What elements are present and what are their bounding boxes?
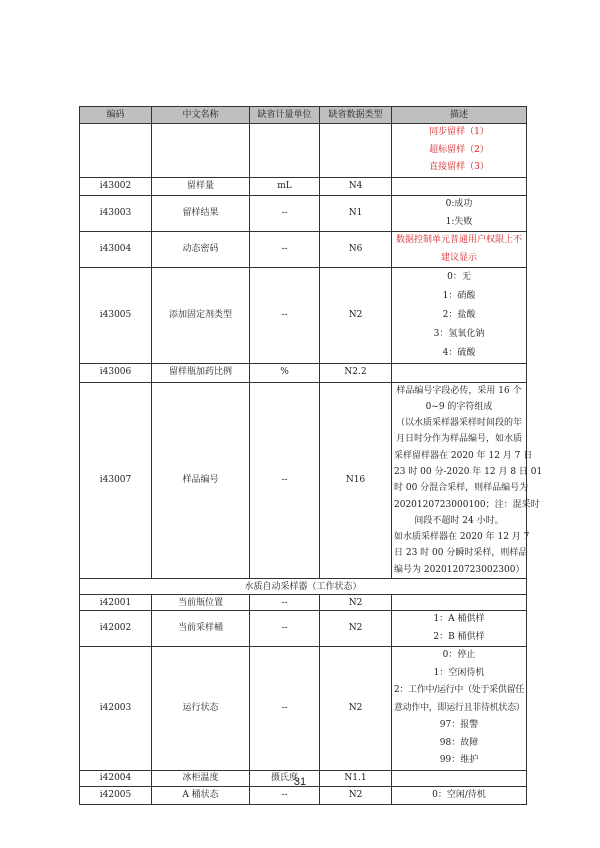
- cell-name: 运行状态: [152, 647, 250, 771]
- desc-line: 建议显示: [440, 252, 477, 263]
- desc-line: 1：硝酸: [442, 291, 476, 301]
- desc-line: 1：A 桶供样: [433, 614, 485, 625]
- desc-line: 采样留样器在 2020 年 12 月 7 日: [394, 450, 533, 461]
- desc-line: 23 时 00 分-2020 年 12 月 8 日 01: [394, 466, 543, 477]
- cell-name: [152, 124, 250, 178]
- cell-type: [320, 124, 392, 178]
- desc-line: 3：氢氧化钠: [433, 329, 485, 339]
- desc-line: 月日时分作为样品编号，如水质: [395, 434, 522, 445]
- cell-name: 当前采样桶: [152, 611, 250, 647]
- desc-line: 时 00 分混合采样，则样品编号为: [394, 483, 529, 494]
- desc-line: 数据控制单元普通用户权限上不: [395, 235, 522, 245]
- table-row: [80, 647, 527, 771]
- cell-unit: --: [250, 196, 320, 232]
- desc-line: 意动作中，即运行且非待机状态）: [394, 702, 525, 713]
- cell-name: 动态密码: [152, 232, 250, 268]
- desc-line: （以水质采样器采样时间段的年: [395, 418, 522, 429]
- table-header-row: [80, 107, 527, 124]
- desc-line: 0：停止: [442, 650, 476, 661]
- cell-desc: [392, 364, 527, 383]
- desc-line: 样品编号字段必传，采用 16 个: [396, 385, 522, 396]
- desc-line: 间段不超时 24 小时。: [414, 515, 504, 526]
- desc-line: 日 23 时 00 分瞬时采样，则样品: [394, 548, 528, 559]
- desc-line: 如水质采样器在 2020 年 12 月 7: [394, 532, 530, 543]
- cell-code: i43004: [80, 232, 152, 268]
- header-unit: 缺省计量单位: [250, 107, 320, 124]
- cell-code: i43007: [80, 382, 152, 579]
- table-row: [80, 268, 527, 364]
- cell-name: 留样结果: [152, 196, 250, 232]
- desc-line: 1:失败: [445, 216, 473, 227]
- cell-unit: --: [250, 268, 320, 364]
- cell-type: N2: [320, 786, 392, 805]
- table-row: [80, 364, 527, 383]
- cell-unit: --: [250, 382, 320, 579]
- cell-unit: --: [250, 786, 320, 805]
- cell-unit: --: [250, 611, 320, 647]
- desc-line: 0：空闲/待机: [432, 789, 486, 800]
- cell-type: N6: [320, 232, 392, 268]
- desc-line: 0:成功: [445, 199, 473, 209]
- header-desc: 描述: [392, 107, 527, 124]
- cell-code: i42004: [80, 770, 152, 786]
- cell-code: i43006: [80, 364, 152, 383]
- desc-line: 编号为 2020120723002300）: [394, 564, 525, 575]
- cell-type: N2: [320, 611, 392, 647]
- cell-desc: [392, 268, 527, 364]
- table-row: [80, 382, 527, 579]
- desc-line: 2：B 桶供样: [433, 631, 485, 642]
- cell-desc: [392, 611, 527, 647]
- cell-code: i43005: [80, 268, 152, 364]
- cell-code: i42003: [80, 647, 152, 771]
- cell-name: 留样量: [152, 177, 250, 196]
- cell-desc: [392, 124, 527, 178]
- desc-line: 直接留样（3）: [429, 162, 489, 172]
- cell-type: N2: [320, 647, 392, 771]
- cell-type: N1.1: [320, 770, 392, 786]
- desc-line: 同步留样（1）: [429, 127, 489, 137]
- section-title: 水质自动采样器（工作状态）: [80, 579, 527, 595]
- cell-desc: [392, 786, 527, 805]
- desc-line: 99：维护: [439, 755, 479, 766]
- cell-name: 样品编号: [152, 382, 250, 579]
- table-row: [80, 611, 527, 647]
- cell-unit: %: [250, 364, 320, 383]
- cell-desc: [392, 647, 527, 771]
- cell-type: N16: [320, 382, 392, 579]
- cell-desc: [392, 196, 527, 232]
- desc-line: 97：报警: [439, 720, 479, 731]
- cell-unit: --: [250, 232, 320, 268]
- cell-type: N2: [320, 268, 392, 364]
- section-row: [80, 579, 527, 595]
- desc-line: 1：空闲待机: [433, 667, 485, 678]
- desc-line: 超标留样（2）: [429, 144, 489, 155]
- cell-code: i42005: [80, 786, 152, 805]
- cell-code: i43003: [80, 196, 152, 232]
- cell-code: i42002: [80, 611, 152, 647]
- cell-desc: [392, 382, 543, 579]
- cell-type: N2: [320, 595, 392, 611]
- table-row: [80, 595, 527, 611]
- cell-code: i43002: [80, 177, 152, 196]
- cell-code: [80, 124, 152, 178]
- table-row: [80, 232, 527, 268]
- table-row: [80, 124, 527, 178]
- header-code: 编码: [80, 107, 152, 124]
- desc-line: 2：盐酸: [442, 310, 476, 320]
- table-row: [80, 196, 527, 232]
- header-name: 中文名称: [152, 107, 250, 124]
- cell-type: N1: [320, 196, 392, 232]
- table-row: [80, 177, 527, 196]
- cell-name: 留样瓶加药比例: [152, 364, 250, 383]
- cell-type: N2.2: [320, 364, 392, 383]
- desc-line: 4：硫酸: [442, 348, 476, 358]
- cell-unit: [250, 124, 320, 178]
- desc-line: 98：故障: [439, 737, 479, 748]
- desc-line: 0：无: [447, 272, 471, 282]
- cell-code: i42001: [80, 595, 152, 611]
- cell-unit: --: [250, 595, 320, 611]
- cell-type: N4: [320, 177, 392, 196]
- header-type: 缺省数据类型: [320, 107, 392, 124]
- desc-line: 2：工作中/运行中（处于采供留任: [394, 685, 524, 696]
- cell-unit: --: [250, 647, 320, 771]
- cell-desc: [392, 232, 527, 268]
- page-number: 31: [293, 776, 307, 788]
- cell-name: 添加固定剂类型: [152, 268, 250, 364]
- cell-name: 当前瓶位置: [152, 595, 250, 611]
- desc-line: 2020120723000100；注：混采时: [394, 499, 540, 510]
- spec-table: [79, 106, 543, 805]
- cell-desc: [392, 177, 527, 196]
- cell-name: 冰柜温度: [152, 770, 250, 786]
- cell-unit: mL: [250, 177, 320, 196]
- desc-line: 0~9 的字符组成: [425, 401, 493, 412]
- cell-unit: 摄氏度: [250, 770, 320, 786]
- table-row: [80, 786, 527, 805]
- cell-name: A 桶状态: [152, 786, 250, 805]
- cell-desc: [392, 595, 527, 611]
